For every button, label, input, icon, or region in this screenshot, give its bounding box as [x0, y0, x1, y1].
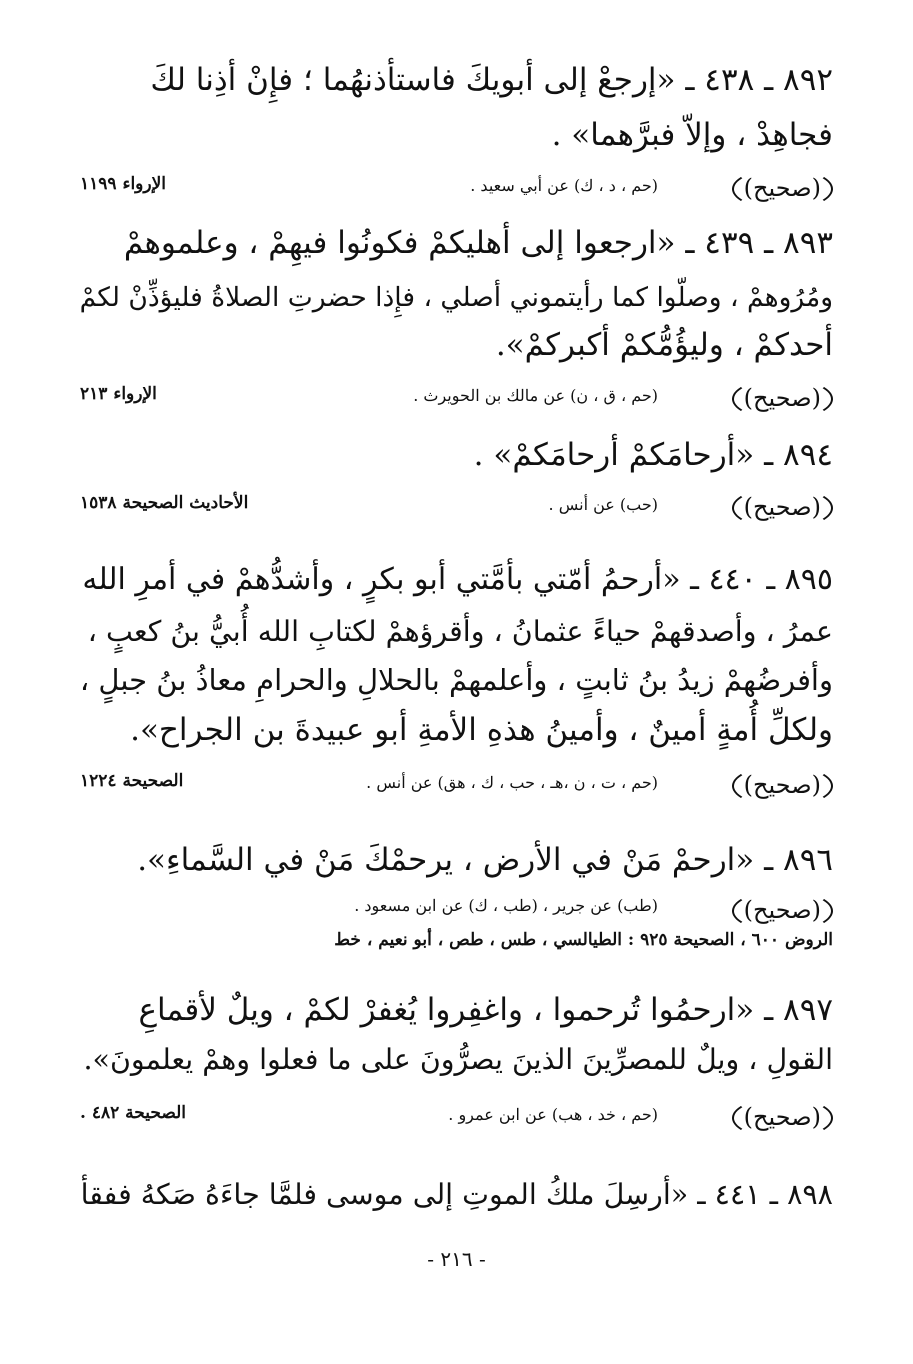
hadith-892-line-1: ٨٩٢ ـ ٤٣٨ ـ «إرجعْ إلى أبويكَ فاستأذنهُما ؛ فإِنْ أذِنا لكَ [150, 62, 833, 98]
page-number: - ٢١٦ - [427, 1247, 486, 1271]
hadith-895-line-3: وأفرضُهمْ زيدُ بنُ ثابتٍ ، وأعلمهمْ بالحلالِ والحرامِ معاذُ بنُ جبلٍ ، [79, 663, 833, 697]
source-refs: (طب) عن جرير ، (طب ، ك) عن ابن مسعود . [354, 896, 658, 915]
grade-label: (صحيح) [732, 168, 833, 210]
grade-label: (صحيح) [732, 487, 833, 529]
book-ref: الصحيحة ١٢٢٤ [80, 771, 184, 791]
hadith-896-source [80, 890, 833, 930]
hadith-894-line-1: ٨٩٤ ـ «أرحامَكمْ أرحامَكمْ» . [473, 437, 833, 473]
hadith-895-line-4: ولكلِّ أُمةٍ أمينٌ ، وأمينُ هذهِ الأمةِ أبو عبيدةَ بن الجراح». [130, 712, 833, 748]
source-refs: (حب) عن أنس . [548, 495, 658, 514]
hadith-897-line-1: ٨٩٧ ـ «ارحمُوا تُرحموا ، واغفِروا يُغفرْ لكمْ ، ويلٌ لأقماعِ [138, 992, 833, 1028]
source-refs: (حم ، ت ، ن ،هـ ، حب ، ك ، هق) عن أنس . [366, 773, 658, 792]
hadith-896-extra-refs: الروض ٦٠٠ ، الصحيحة ٩٢٥ : الطيالسي ، طس ، طص ، أبو نعيم ، خط [334, 930, 833, 950]
hadith-897-line-2: القولِ ، ويلٌ للمصرِّينَ الذينَ يصرُّونَ على ما فعلوا وهمْ يعلمونَ». [83, 1043, 833, 1076]
source-refs: (حم ، خد ، هب) عن ابن عمرو . [448, 1105, 658, 1124]
hadith-896-line-1: ٨٩٦ ـ «ارحمْ مَنْ في الأرض ، يرحمْكَ مَنْ في السَّماءِ». [137, 842, 833, 878]
grade-label: (صحيح) [732, 1097, 833, 1139]
hadith-892-source [80, 168, 833, 208]
source-refs: (حم ، د ، ك) عن أبي سعيد . [470, 176, 658, 195]
source-refs: (حم ، ق ، ن) عن مالك بن الحويرث . [413, 386, 658, 405]
hadith-895-line-2: عمرُ ، وأصدقهمْ حياءً عثمانُ ، وأقرؤهمْ لكتابِ الله أُبيُّ بنُ كعبٍ ، [87, 615, 833, 648]
grade-label: (صحيح) [732, 378, 833, 420]
hadith-893-line-3: أحدكمْ ، وليؤُمُّكمْ أكبركمْ». [495, 327, 833, 363]
hadith-894-source [80, 487, 833, 527]
book-ref: الأحاديث الصحيحة ١٥٣٨ [80, 493, 249, 513]
hadith-895-source [80, 765, 833, 805]
grade-label: (صحيح) [732, 890, 833, 932]
book-ref: الإرواء ٢١٣ [80, 384, 157, 404]
hadith-893-source [80, 378, 833, 418]
hadith-898-line-1: ٨٩٨ ـ ٤٤١ ـ «أرسِلَ ملكُ الموتِ إلى موسى فلمَّا جاءَهُ صَكهُ ففقأ [80, 1178, 833, 1211]
grade-label: (صحيح) [732, 765, 833, 807]
book-ref: الإرواء ١١٩٩ [80, 174, 167, 194]
hadith-893-line-2: ومُرُوهمْ ، وصلّوا كما رأيتموني أصلي ، فإِذا حضرتِ الصلاةُ فليؤذِّنْ لكمْ [79, 282, 833, 313]
hadith-892-line-2: فجاهِدْ ، وإلاّ فبرَّهما» . [551, 117, 833, 153]
book-ref: الصحيحة ٤٨٢ . [80, 1103, 187, 1123]
hadith-893-line-1: ٨٩٣ ـ ٤٣٩ ـ «ارجعوا إلى أهليكمْ فكونُوا فيهِمْ ، وعلموهمْ [123, 225, 833, 261]
hadith-895-line-1: ٨٩٥ ـ ٤٤٠ ـ «أرحمُ أمّتي بأمَّتي أبو بكرٍ ، وأشدُّهمْ في أمرِ الله [82, 562, 833, 597]
hadith-897-source [80, 1097, 833, 1137]
